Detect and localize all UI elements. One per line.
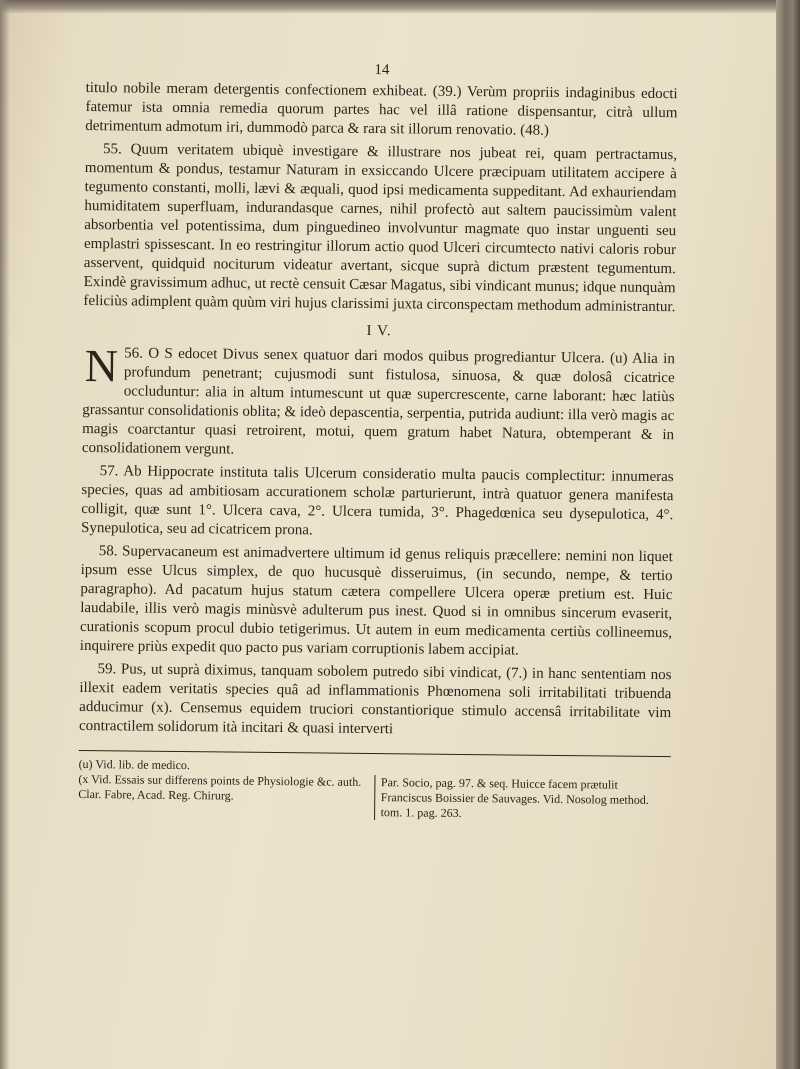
footnotes [78, 757, 671, 823]
page-top-shadow [0, 0, 800, 14]
page-text-block [78, 58, 678, 823]
footnote-u: (u) Vid. lib. de medico. [78, 756, 191, 773]
footnote-x-left: (x Vid. Essais sur differens points de Physiologie &c. auth. Clar. Fabre, Acad. Reg. Chirurg. [78, 771, 362, 803]
paragraph-58: 58. Supervacaneum est animadvertere ultimum id genus reliquis præcellere: nemini non liquet ipsum esse Ulcus simplex, de quo hucusquè disseruimus, (in secundo, nempe, & tertio paragrapho). Ad pacatum hujus statum cætera compellere Ulcera operæ pretium est. Huic laudabile, illis verò magis minùsvè adulterum pus inest. Quod si in omnibus sincerum evaserit, curationis scopum procul dubio tetigerimus. Ut autem in eum medicamenta certiùs collineemus, inquirere priùs expedit quo pacto pus variam corruptionis labem accipiat. [79, 543, 673, 659]
footnote-rule [79, 750, 671, 757]
page-number: 14 [374, 62, 390, 79]
footnote-x [78, 772, 670, 823]
paragraph-continuation: titulo nobile meram detergentis confectionem exhibeat. (39.) Verùm propriis indaginibus edocti fatemur ista omnia remedia quorum partes hac vel illâ ratione dispensantur, citrà ullum detrimentum admotum iri, dummodò parca & rara sit illorum renovatio. (48.) [85, 79, 678, 139]
paragraph-57: 57. Ab Hippocrate instituta talis Ulcerum consideratio multa paucis complectitur: innumeras species, quas ad ambitiosam accurationem scholæ parturierunt, intrà quatuor genera manifesta colligit, quæ sunt 1°. Ulcera cava, 2°. Ulcera tumida, 3°. Phagedœnica seu dysepulotica, 4°. Synepulotica, seu ad cicatricem prona. [80, 463, 674, 539]
drop-cap: N [84, 340, 119, 392]
book-fore-edge [776, 0, 800, 1069]
paragraph-56-text: O S edocet Divus senex quatuor dari modos quibus progrediantur Ulcera. (u) Alia in profundum penetrant; cujusmodi sunt fistulosa, sinuosa, & quæ dolosâ cicatrice occluduntur: alia in altum intumescunt ut quæ supercrescente, carne laborant: hæc latiùs grassantur consolidationis oblita; & ideò depascentia, serpentia, putrida audiunt: illa verò magis ac magis coarctantur quasi retroirent, motui, quem gratum habet Natura, obtemperant & in consolidationem vergunt. [81, 345, 675, 458]
paragraph-59: 59. Pus, ut suprà diximus, tanquam sobolem putredo sibi vindicat, (7.) in hanc sententiam nos illexit eadem veritatis species quâ ad inflammationis Phœnomena soli irritabilitati tribuenda adducimur (x). Censemus equidem truciori constantiorique stimulo accensâ irritabilitate vim contractilem solidorum ità incitari & quasi interverti [78, 661, 672, 738]
paragraph-55: 55. Quum veritatem ubiquè investigare & illustrare nos jubeat rei, quam pertractamus, momentum & pondus, testamur Naturam in exsiccando Ulcere præcipuam utilitatem accipere à tegumento constanti, molli, lævi & æquali, quod ipsi medicamenta suppeditant. Ad exhauriendam humiditatem superfluam, indurandasque carnes, nihil profectò aut saltem paucissimùm valent absorbentia vel potentissima, dum pinguedineo involvuntur magmate quo instar unguenti seu emplastri spissescant. In eo restringitur illorum actio quod Ulceri circumtecto nativi caloris robur asservent, quidquid nociturum videatur avertant, sicque suprà dictum præstent tegumentum. Exindè gravissimum adhuc, ut rectè censuit Cæsar Magatus, sibi vindicant munus; idque nunquàm feliciùs adimplent quàm quùm viri hujus clarissimi juxta circonspectam methodum administrantur. [83, 141, 678, 316]
section-heading: I V. [366, 322, 392, 340]
paragraph-56 [81, 340, 675, 464]
footnote-x-right: Par. Socio, pag. 97. & seq. Huicce facem prætulit Franciscus Boissier de Sauvages. Vid. Nosolog method. tom. 1. pag. 263. [374, 775, 671, 823]
paragraph-56-number: 56. [124, 345, 143, 362]
page-left-shadow [0, 0, 10, 1069]
